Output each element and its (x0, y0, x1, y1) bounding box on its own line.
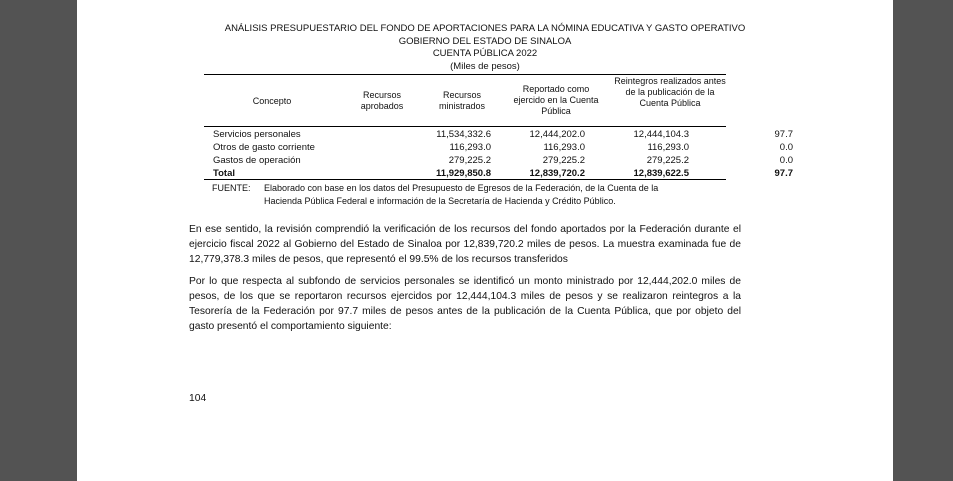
row-1-ejercido: 12,444,104.3 (633, 129, 689, 140)
row-total-reintegros: 97.7 (774, 168, 793, 179)
document-page (77, 0, 893, 481)
row-1-concepto: Servicios personales (213, 129, 301, 140)
row-3-ministrados: 279,225.2 (542, 155, 585, 166)
header-reportado-ejercido: Reportado como ejercido en la Cuenta Pública (513, 84, 599, 117)
row-3-aprobados: 279,225.2 (448, 155, 491, 166)
table-top-rule (204, 74, 726, 75)
row-2-concepto: Otros de gasto corriente (213, 142, 315, 153)
source-label: FUENTE: (212, 183, 251, 193)
header-recursos-ministrados: Recursos ministrados (438, 90, 485, 112)
title-units: (Miles de pesos) (450, 60, 520, 72)
title-line-3: CUENTA PÚBLICA 2022 (432, 48, 538, 60)
title-line-1: ANÁLISIS PRESUPUESTARIO DEL FONDO DE APORTACIONES PARA LA NÓMINA EDUCATIVA Y GASTO OPERATIVO (224, 23, 746, 34)
row-total-ministrados: 12,839,720.2 (529, 168, 585, 179)
row-total-concepto: Total (213, 168, 235, 179)
row-3-concepto: Gastos de operación (213, 155, 301, 166)
row-1-reintegros: 97.7 (774, 129, 793, 140)
row-2-reintegros: 0.0 (779, 142, 793, 153)
row-1-aprobados: 11,534,332.6 (436, 129, 491, 140)
header-concepto: Concepto (252, 96, 292, 106)
viewer-background-right (894, 0, 953, 481)
table-header-rule (204, 126, 726, 127)
row-3-ejercido: 279,225.2 (646, 155, 689, 166)
row-2-ministrados: 116,293.0 (543, 142, 585, 153)
row-3-reintegros: 0.0 (779, 155, 793, 166)
title-line-2: GOBIERNO DEL ESTADO DE SINALOA (398, 35, 572, 47)
table-title (77, 23, 893, 73)
row-total-ejercido: 12,839,622.5 (633, 168, 689, 179)
row-2-ejercido: 116,293.0 (647, 142, 689, 153)
table-bottom-rule (204, 179, 726, 180)
page-number: 104 (189, 393, 207, 404)
header-reintegros: Reintegros realizados antes de la publicación de la Cuenta Pública (614, 76, 726, 109)
source-text: Elaborado con base en los datos del Presupuesto de Egresos de la Federación, de la Cuenta de la Hacienda Pública Federal e información de la Secretaría de Hacienda y Crédito Público. (264, 183, 659, 206)
paragraph-2: Por lo que respecta al subfondo de servicios personales se identificó un monto ministrado por 12,444,202.0 miles de pesos, de los que se reportaron recursos ejercidos por 12,444,104.3 miles de pesos y se realizaron reintegros a la Tesorería de la Federación por 97.7 miles de pesos antes de la publicación de la Cuenta Pública, que por objeto del gasto presentó el comportamiento siguiente: (189, 276, 741, 332)
header-recursos-aprobados: Recursos aprobados (360, 90, 404, 112)
row-total-aprobados: 11,929,850.8 (436, 168, 491, 179)
row-1-ministrados: 12,444,202.0 (529, 129, 585, 140)
row-2-aprobados: 116,293.0 (449, 142, 491, 153)
paragraph-1: En ese sentido, la revisión comprendió la verificación de los recursos del fondo aportados por la Federación durante el ejercicio fiscal 2022 al Gobierno del Estado de Sinaloa por 12,839,720.2 miles de pesos. La muestra examinada fue de 12,779,378.3 miles de pesos, que representó el 99.5% de los recursos transferidos (189, 224, 741, 265)
